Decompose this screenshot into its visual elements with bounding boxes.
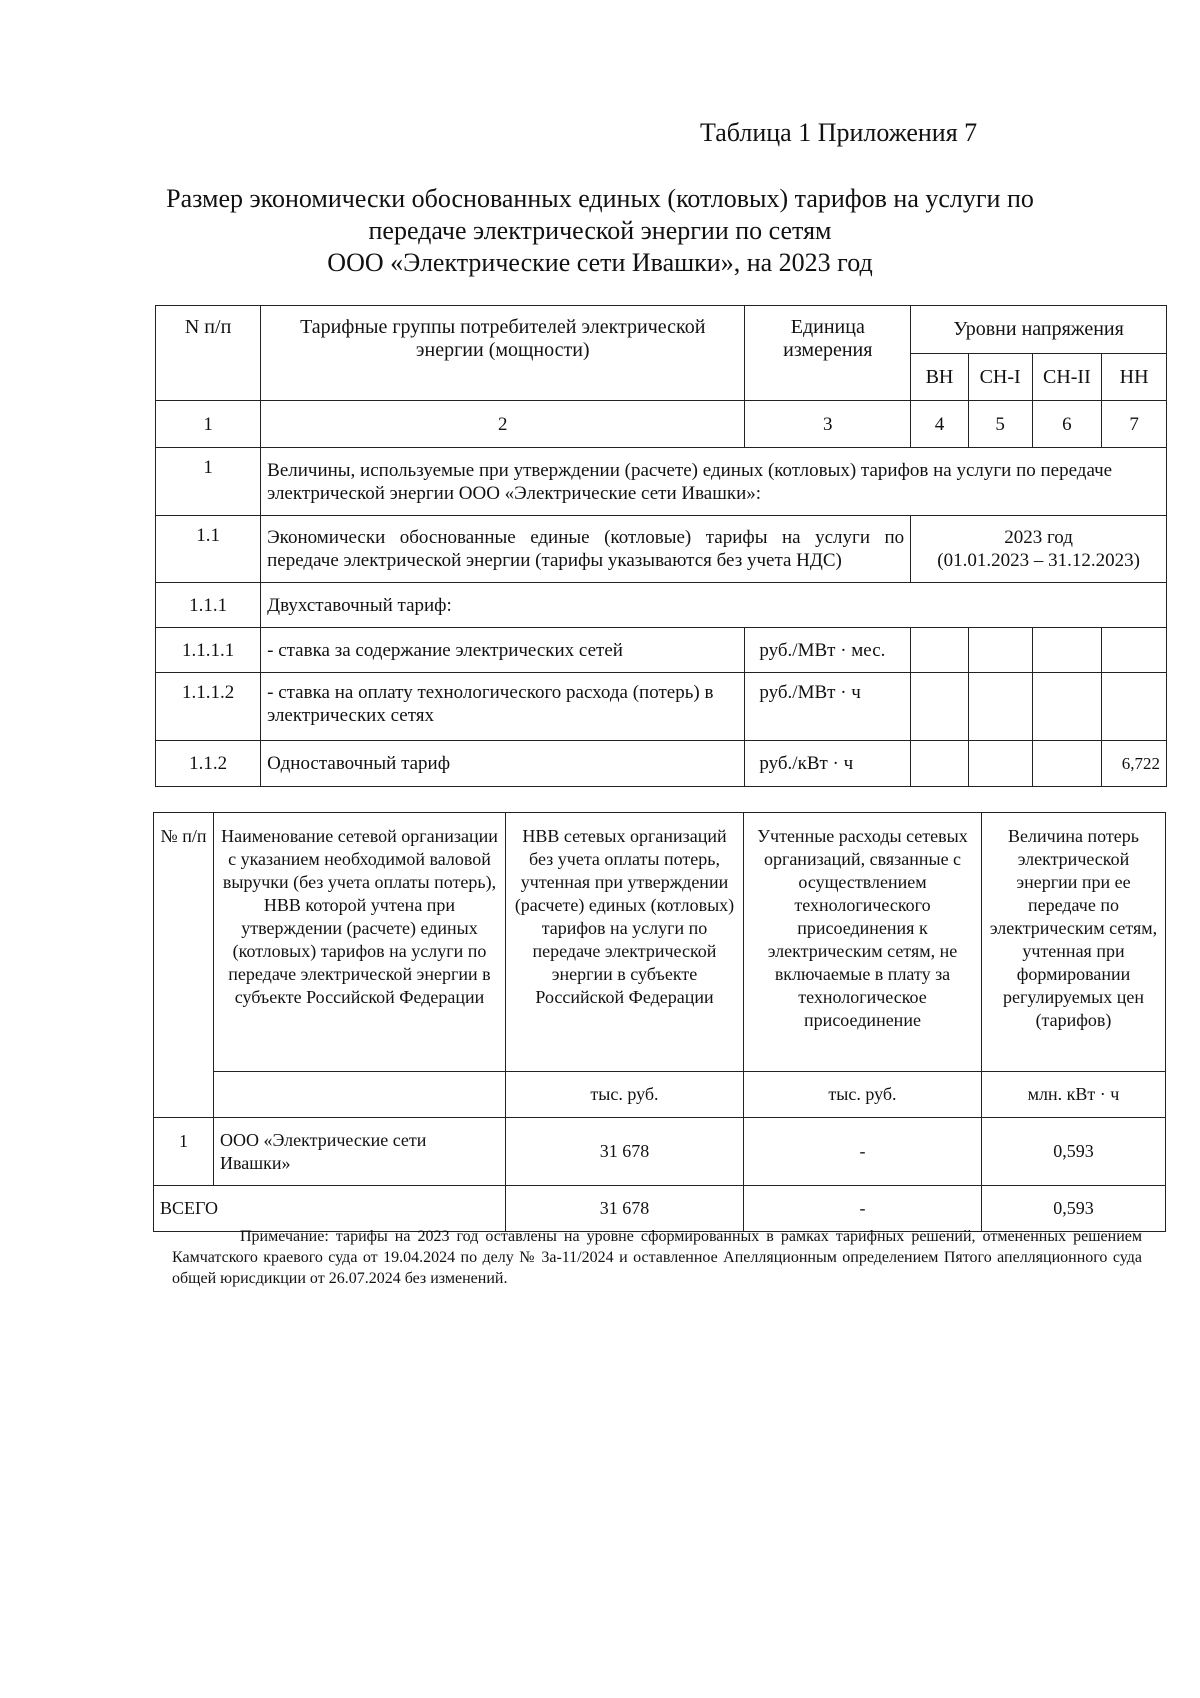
header-num: N п/п [156, 306, 261, 401]
row-num: 1.1.1.1 [156, 628, 261, 673]
value-vn [911, 673, 969, 741]
total-nvv: 31 678 [506, 1186, 744, 1232]
header-org: Наименование сетевой организации с указанием необходимой валовой выручки (без учета оплаты потерь), НВВ которой учтена при утверждении (расчете) единых (котловых) тарифов на услуги по передаче электрической энергии в субъекте Российской Федерации [214, 813, 506, 1072]
value-sn2 [1032, 741, 1102, 787]
table-row [156, 583, 1167, 628]
row-num: 1.1 [156, 516, 261, 583]
table-row [156, 448, 1167, 516]
row-num: 1.1.1 [156, 583, 261, 628]
row-num: 1.1.1.2 [156, 673, 261, 741]
row-num: 1 [156, 448, 261, 516]
header-losses: Величина потерь электрической энергии при ее передаче по электрическим сетям, учтенная при формировании регулируемых цен (тарифов) [982, 813, 1166, 1072]
row-unit: руб./МВт · мес. [745, 628, 911, 673]
colnum-6: 6 [1032, 401, 1102, 448]
total-losses: 0,593 [982, 1186, 1166, 1232]
unit-tech-costs: тыс. руб. [744, 1072, 982, 1118]
header-tech-costs: Учтенные расходы сетевых организаций, связанные с осуществлением технологического присоединения к электрическим сетям, не включаемые в плату за технологическое присоединение [744, 813, 982, 1072]
row-text: Двухставочный тариф: [261, 583, 1167, 628]
value-sn1 [968, 628, 1032, 673]
period-range: (01.01.2023 – 31.12.2023) [937, 550, 1140, 571]
row-nvv: 31 678 [506, 1118, 744, 1186]
row-num: 1 [154, 1118, 214, 1186]
header-voltage-levels: Уровни напряжения [911, 306, 1167, 354]
row-num: 1.1.2 [156, 741, 261, 787]
colnum-5: 5 [968, 401, 1032, 448]
header-level-sn1: СН-I [968, 354, 1032, 401]
period-year: 2023 год [1004, 527, 1073, 548]
header-level-vn: ВН [911, 354, 969, 401]
table-row [156, 673, 1167, 741]
period-cell [911, 516, 1167, 583]
colnum-4: 4 [911, 401, 969, 448]
row-text: - ставка на оплату технологического расхода (потерь) в электрических сетях [261, 673, 745, 741]
units-row [154, 1072, 1166, 1118]
colnum-3: 3 [745, 401, 911, 448]
unit-org [214, 1072, 506, 1118]
row-org: ООО «Электрические сети Ивашки» [214, 1118, 506, 1186]
footnote: Примечание: тарифы на 2023 год оставлены на уровне сформированных в рамках тарифных решений, отмененных решением Камчатского краевого суда от 19.04.2024 по делу № 3а-11/2024 и оставленное Апелляционным определением Пятого апелляционного суда общей юрисдикции от 26.07.2024 без изменений. [172, 1228, 1142, 1287]
value-vn [911, 741, 969, 787]
row-unit: руб./МВт · ч [745, 673, 911, 741]
unit-losses: млн. кВт · ч [982, 1072, 1166, 1118]
colnum-7: 7 [1102, 401, 1167, 448]
column-number-row [156, 401, 1167, 448]
row-text: Величины, используемые при утверждении (расчете) единых (котловых) тарифов на услуги по передаче электрической энергии ООО «Электрические сети Ивашки»: [261, 448, 1167, 516]
table-row [154, 1118, 1166, 1186]
value-sn1 [968, 741, 1032, 787]
row-text: Экономически обоснованные единые (котловые) тарифы на услуги по передаче электрической энергии (тарифы указываются без учета НДС) [261, 516, 911, 583]
value-sn1 [968, 673, 1032, 741]
header-level-nn: НН [1102, 354, 1167, 401]
row-unit: руб./кВт · ч [745, 741, 911, 787]
network-organizations-table [153, 812, 1166, 1232]
value-sn2 [1032, 628, 1102, 673]
header-nvv: НВВ сетевых организаций без учета оплаты потерь, учтенная при утверждении (расчете) единых (котловых) тарифов на услуги по передаче электрической энергии в субъекте Российской Федерации [506, 813, 744, 1072]
row-losses: 0,593 [982, 1118, 1166, 1186]
colnum-2: 2 [261, 401, 745, 448]
value-nn [1102, 673, 1167, 741]
value-nn: 6,722 [1102, 741, 1167, 787]
table-row [156, 741, 1167, 787]
tariff-table [155, 305, 1167, 787]
heading-line-3: ООО «Электрические сети Ивашки», на 2023 год [327, 248, 873, 277]
row-tech-costs: - [744, 1118, 982, 1186]
heading-line-2: передаче электрической энергии по сетям [368, 216, 832, 245]
row-text: - ставка за содержание электрических сетей [261, 628, 745, 673]
total-tech-costs: - [744, 1186, 982, 1232]
row-text: Одноставочный тариф [261, 741, 745, 787]
header-tariff-groups: Тарифные группы потребителей электрической энергии (мощности) [261, 306, 745, 401]
table-row [156, 516, 1167, 583]
table-row [156, 628, 1167, 673]
value-sn2 [1032, 673, 1102, 741]
total-label: ВСЕГО [154, 1186, 506, 1232]
colnum-1: 1 [156, 401, 261, 448]
value-vn [911, 628, 969, 673]
appendix-label: Таблица 1 Приложения 7 [700, 118, 978, 147]
header-level-sn2: СН-II [1032, 354, 1102, 401]
value-nn [1102, 628, 1167, 673]
document-heading [140, 183, 1060, 279]
heading-line-1: Размер экономически обоснованных единых (котловых) тарифов на услуги по [166, 184, 1034, 213]
total-row [154, 1186, 1166, 1232]
unit-nvv: тыс. руб. [506, 1072, 744, 1118]
header-num: № п/п [154, 813, 214, 1118]
header-unit: Единица измерения [745, 306, 911, 401]
